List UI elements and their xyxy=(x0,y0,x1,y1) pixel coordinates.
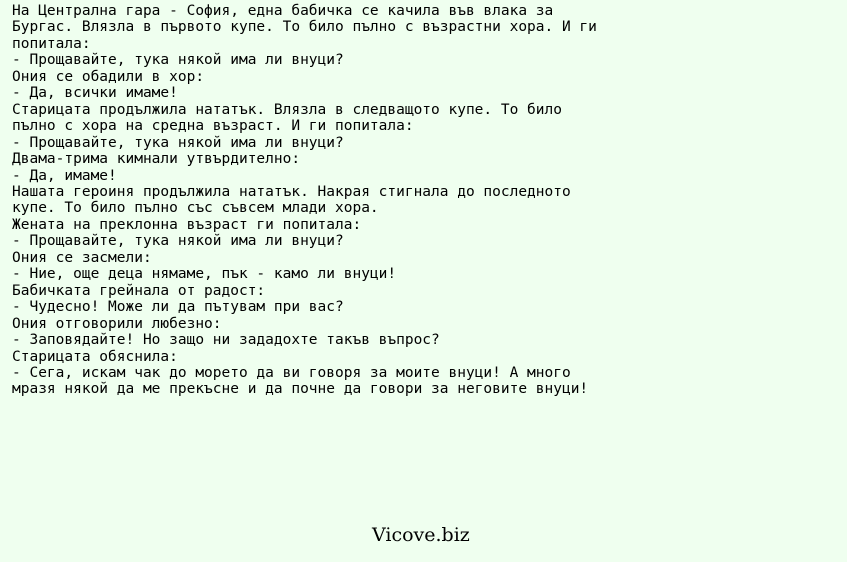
joke-line: - Прощавайте, тука някой има ли внуци? xyxy=(12,233,344,250)
joke-line: купе. То било пълно със съвсем млади хора. xyxy=(12,200,379,217)
joke-line: Ония отговорили любезно: xyxy=(12,315,222,332)
joke-text xyxy=(12,3,842,398)
joke-line: - Чудесно! Може ли да пътувам при вас? xyxy=(12,299,344,316)
site-name: Vicove.biz xyxy=(372,524,470,546)
joke-line: Ония се обадили в хор: xyxy=(12,68,205,85)
joke-line: пълно с хора на средна възраст. И ги попитала: xyxy=(12,118,414,135)
joke-line: Старицата обяснила: xyxy=(12,348,178,365)
joke-line: - Сега, искам чак до морето да ви говоря за моите внуци! А много xyxy=(12,364,571,381)
joke-line: - Прощавайте, тука някой има ли внуци? xyxy=(12,52,344,69)
joke-line: попитала: xyxy=(12,35,91,52)
joke-line: Двама-трима кимнали утвърдително: xyxy=(12,151,301,168)
joke-line: - Да, всички имаме! xyxy=(12,85,178,102)
joke-line: Бургас. Влязла в първото купе. То било пълно с възрастни хора. И ги xyxy=(12,19,597,36)
joke-line: - Заповядайте! Но защо ни зададохте такъв въпрос? xyxy=(12,332,440,349)
joke-line: Жената на преклонна възраст ги попитала: xyxy=(12,216,362,233)
joke-line: На Централна гара - София, една бабичка се качила във влака за xyxy=(12,3,554,19)
joke-line: мразя някой да ме прекъсне и да почне да говори за неговите внуци! xyxy=(12,381,589,398)
joke-line: Ония се засмели: xyxy=(12,249,152,266)
joke-line: - Прощавайте, тука някой има ли внуци? xyxy=(12,134,344,151)
joke-line: Нашата героиня продължила нататък. Накрая стигнала до последното xyxy=(12,183,571,200)
joke-line: - Да, имаме! xyxy=(12,167,117,184)
joke-line: Бабичката грейнала от радост: xyxy=(12,282,266,299)
joke-line: - Ние, още деца нямаме, пък - камо ли внуци! xyxy=(12,266,397,283)
joke-line: Старицата продължила нататък. Влязла в следващото купе. То било xyxy=(12,101,562,118)
